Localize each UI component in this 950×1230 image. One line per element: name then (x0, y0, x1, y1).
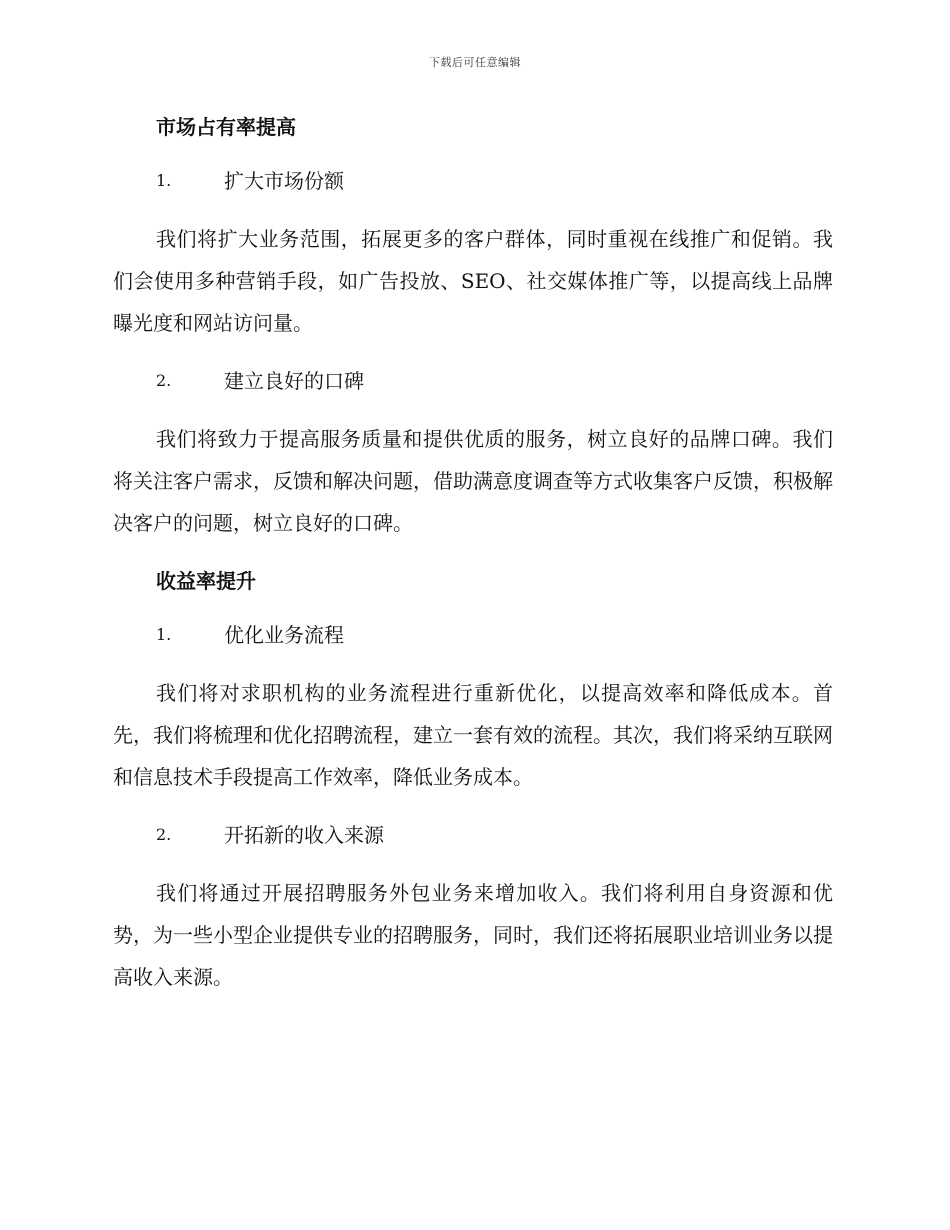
list-label: 扩大市场份额 (224, 169, 344, 193)
paragraph-new-revenue: 我们将通过开展招聘服务外包业务来增加收入。我们将利用自身资源和优势，为一些小型企业提供专业的招聘服务，同时，我们还将拓展职业培训业务以提高收入来源。 (113, 881, 833, 989)
list-label: 建立良好的口碑 (224, 369, 364, 393)
list-item-new-revenue (113, 818, 833, 852)
list-number: 2. (156, 825, 172, 844)
list-number: 2. (156, 371, 172, 390)
section-heading-market-share: 市场占有率提高 (156, 115, 296, 139)
paragraph-optimize-process: 我们将对求职机构的业务流程进行重新优化，以提高效率和降低成本。首先，我们将梳理和优化招聘流程，建立一套有效的流程。其次，我们将采纳互联网和信息技术手段提高工作效率，降低业务成本。 (113, 681, 833, 789)
paragraph-reputation: 我们将致力于提高服务质量和提供优质的服务，树立良好的品牌口碑。我们将关注客户需求，反馈和解决问题，借助满意度调查等方式收集客户反馈，积极解决客户的问题，树立良好的口碑。 (113, 427, 833, 535)
header-note: 下载后可任意编辑 (429, 56, 521, 69)
list-number: 1. (156, 171, 172, 190)
list-label: 开拓新的收入来源 (224, 823, 384, 847)
list-item-reputation (113, 364, 833, 398)
paragraph-expand-market: 我们将扩大业务范围，拓展更多的客户群体，同时重视在线推广和促销。我们会使用多种营销手段，如广告投放、SEO、社交媒体推广等，以提高线上品牌曝光度和网站访问量。 (113, 227, 833, 335)
list-item-expand-market (113, 164, 833, 198)
list-label: 优化业务流程 (224, 623, 344, 647)
document-body (113, 110, 833, 1018)
section-heading-profit: 收益率提升 (156, 569, 256, 593)
list-item-optimize-process (113, 618, 833, 652)
list-number: 1. (156, 625, 172, 644)
